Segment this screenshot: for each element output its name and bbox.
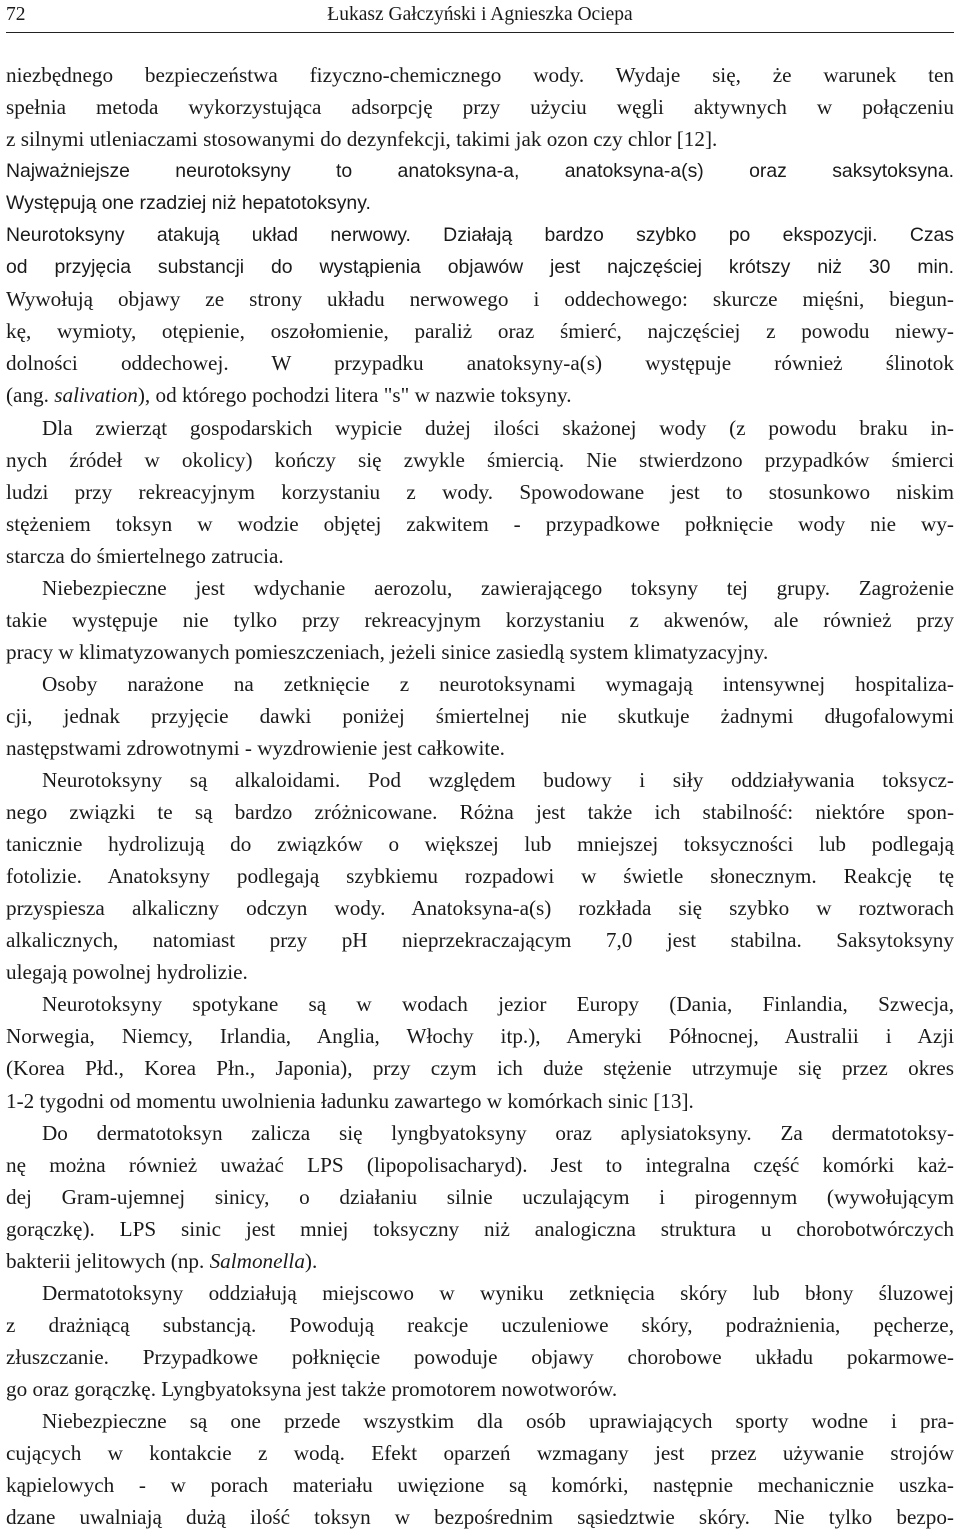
text-line: alkalicznych, natomiast przy pH nieprzekraczającym 7,0 jest stabilna. Saksytoksyny <box>6 928 954 953</box>
text-line: złuszczanie. Przypadkowe połknięcie powoduje objawy chorobowe układu pokarmowe- <box>6 1344 954 1369</box>
italic-term: salivation <box>54 383 138 408</box>
text-line: nę można również uważać LPS (lipopolisacharyd). Jest to integralna część komórki każ- <box>6 1152 954 1177</box>
text-line: kę, wymioty, otępienie, oszołomienie, paraliż oraz śmierć, najczęściej z powodu niewy- <box>6 319 954 344</box>
text-line: 1-2 tygodni od momentu uwolnienia ładunku zawartego w komórkach sinic [13]. <box>6 1088 694 1113</box>
text-line: fotolizie. Anatoksyny podlegają szybkiemu rozpadowi w świetle słonecznym. Reakcję tę <box>6 864 954 889</box>
text-line: z silnymi utleniaczami stosowanymi do dezynfekcji, takimi jak ozon czy chlor [12]. <box>6 127 718 152</box>
document-page <box>6 0 954 1530</box>
text-line: spełnia metoda wykorzystująca adsorpcję przy użyciu węgli aktywnych w połączeniu <box>6 95 954 120</box>
text-line: z drażniącą substancją. Powodują reakcje uczuleniowe skóry, podrażnienia, pęcherze, <box>6 1312 954 1337</box>
text-line: (Korea Płd., Korea Płn., Japonia), przy czym ich duże stężenie utrzymuje się przez okres <box>6 1056 954 1081</box>
text-line: pracy w klimatyzowanych pomieszczeniach, jeżeli sinice zasiedlą system klimatyzacyjny. <box>6 639 769 664</box>
text-line: niezbędnego bezpieczeństwa fizyczno-chemicznego wody. Wydaje się, że warunek ten <box>6 63 954 87</box>
text-line: przyspiesza alkaliczny odczyn wody. Anatoksyna-a(s) rozkłada się szybko w roztworach <box>6 896 954 921</box>
running-head: Łukasz Gałczyński i Agnieszka Ociepa <box>327 4 633 25</box>
text-line: kąpielowych - w porach materiału uwięzione są komórki, następnie mechanicznie uszka- <box>6 1473 954 1498</box>
text-line: Niebezpieczne jest wdychanie aerozolu, zawierającego toksyny tej grupy. Zagrożenie <box>42 575 954 600</box>
text-line: starcza do śmiertelnego zatrucia. <box>6 543 284 568</box>
text-line: ludzi przy rekreacyjnym korzystaniu z wody. Spowodowane jest to stosunkowo niskim <box>6 479 954 504</box>
text-segment: ). <box>304 1248 318 1273</box>
text-segment: ), od którego pochodzi litera "s" w nazwie toksyny. <box>137 383 572 408</box>
text-line: stężeniem toksyn w wodzie objętej zakwitem - przypadkowe połknięcie wody nie wy- <box>6 511 954 536</box>
text-line: cji, jednak przyjęcie dawki poniżej śmiertelnej nie skutkuje żadnymi długofalowymi <box>6 703 954 728</box>
text-line: Występują one rzadziej niż hepatotoksyny. <box>6 192 371 215</box>
text-line: nego związki te są bardzo zróżnicowane. Różna jest także ich stabilność: niektóre spon- <box>6 800 954 825</box>
text-line: Wywołują objawy ze strony układu nerwowego i oddechowego: skurcze mięśni, biegun- <box>6 287 954 312</box>
text-line: gorączkę). LPS sinic jest mniej toksyczny niż analogiczna struktura u chorobotwórczych <box>6 1216 954 1241</box>
text-segment: (ang. <box>6 383 55 408</box>
text-line: Norwegia, Niemcy, Irlandia, Anglia, Włochy itp.), Ameryki Północnej, Australii i Azji <box>6 1024 954 1049</box>
text-line: następstwami zdrowotnymi - wyzdrowienie jest całkowite. <box>6 735 505 760</box>
text-line: dej Gram-ujemnej sinicy, o działaniu silnie uczulającym i pirogennym (wywołującym <box>6 1184 954 1209</box>
text-line <box>6 1245 954 1277</box>
text-line <box>6 379 954 411</box>
text-line: ulegają powolnej hydrolizie. <box>6 960 248 985</box>
italic-term: Salmonella <box>209 1248 305 1273</box>
text-line: Najważniejsze neurotoksyny to anatoksyna-a, anatoksyna-a(s) oraz saksytoksyna. <box>6 160 954 183</box>
page-number: 72 <box>6 4 26 25</box>
body-text <box>6 59 954 1533</box>
text-line: Niebezpieczne są one przede wszystkim dla osób uprawiających sporty wodne i pra- <box>42 1408 954 1433</box>
text-line: Neurotoksyny są alkaloidami. Pod względem budowy i siły oddziaływania toksycz- <box>42 768 954 793</box>
page-header <box>6 0 954 33</box>
text-line: cujących w kontakcie z wodą. Efekt oparzeń wzmagany jest przez używanie strojów <box>6 1441 954 1466</box>
text-line: Neurotoksyny spotykane są w wodach jezior Europy (Dania, Finlandia, Szwecja, <box>42 992 954 1017</box>
text-line: Do dermatotoksyn zalicza się lyngbyatoksyny oraz aplysiatoksyny. Za dermatotoksy- <box>42 1120 954 1145</box>
text-line: Dermatotoksyny oddziałują miejscowo w wyniku zetknięcia skóry lub błony śluzowej <box>42 1280 954 1305</box>
text-line: Osoby narażone na zetknięcie z neurotoksynami wymagają intensywnej hospitaliza- <box>42 671 954 696</box>
text-line: tanicznie hydrolizują do związków o większej lub mniejszej toksyczności lub podlegają <box>6 832 954 857</box>
text-line: Dla zwierząt gospodarskich wypicie dużej ilości skażonej wody (z powodu braku in- <box>42 415 954 440</box>
text-line: Neurotoksyny atakują układ nerwowy. Działają bardzo szybko po ekspozycji. Czas <box>6 224 954 247</box>
text-segment: bakterii jelitowych (np. <box>6 1248 210 1273</box>
text-line: dzane uwalniają dużą ilość toksyn w bezpośrednim sąsiedztwie skóry. Nie tylko bezpo- <box>6 1505 954 1530</box>
text-line: takie występuje nie tylko przy rekreacyjnym korzystaniu z akwenów, ale również przy <box>6 607 954 632</box>
text-line: nych źródeł w okolicy) kończy się zwykle śmiercią. Nie stwierdzono przypadków śmierci <box>6 447 954 472</box>
text-line: od przyjęcia substancji do wystąpienia objawów jest najczęściej krótszy niż 30 min. <box>6 256 954 279</box>
text-line: dolności oddechowej. W przypadku anatoksyny-a(s) występuje również ślinotok <box>6 351 954 376</box>
text-line: go oraz gorączkę. Lyngbyatoksyna jest także promotorem nowotworów. <box>6 1376 618 1401</box>
